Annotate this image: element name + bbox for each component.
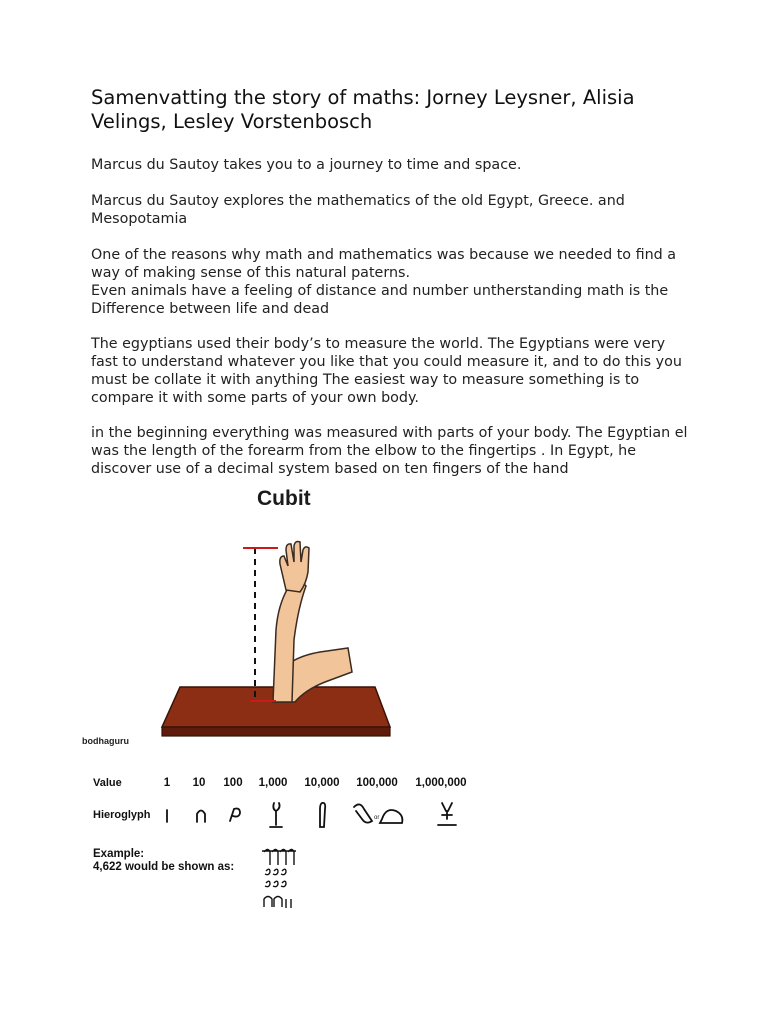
hand (280, 542, 309, 593)
glyph-finger-icon (320, 803, 325, 827)
value-10: 10 (192, 777, 206, 789)
value-100000: 100,000 (356, 777, 398, 789)
example-number-glyphs (262, 850, 296, 909)
value-1000: 1,000 (258, 777, 288, 789)
paragraph-intro: Marcus du Sautoy takes you to a journey to time and space. (91, 157, 522, 173)
paragraph-explores: Marcus du Sautoy explores the mathematics of the old Egypt, Greece. and Mesopotamia (91, 193, 625, 227)
hieroglyph-row-label: Hieroglyph (93, 809, 151, 821)
glyph-heel-bone-icon (197, 811, 205, 823)
cubit-illustration (80, 480, 490, 760)
paragraph-egyptians: The egyptians used their body’s to measure the world. The Egyptians were very fast to understand whatever you like that you could measure it, and to do this you must be collate it with anything The easiest way to measure something is to compare it with some parts of your own body. (91, 336, 682, 406)
cubit-label: Cubit (257, 487, 311, 510)
example-text: 4,622 would be shown as: (93, 861, 235, 873)
glyph-heh-icon (438, 803, 456, 825)
table-edge (162, 727, 390, 736)
value-1: 1 (163, 777, 171, 789)
glyph-tadpole-icon (354, 804, 372, 822)
paragraph-beginning: in the beginning everything was measured with parts of your body. The Egyptian el was the length of the forearm from the elbow to the fingertips . In Egypt, he discover use of a decimal system based on ten fingers of the hand (91, 425, 688, 477)
brand-logo: bodhaguru (82, 736, 129, 746)
document-title: Samenvatting the story of maths: Jorney Leysner, Alisia Velings, Lesley Vorstenbosch (91, 86, 635, 133)
glyph-coil-icon (230, 809, 240, 822)
value-row-label: Value (93, 777, 122, 789)
value-100: 100 (223, 777, 243, 789)
value-10000: 10,000 (304, 777, 340, 789)
glyph-frog-icon (380, 810, 402, 823)
paragraph-reasons: One of the reasons why math and mathematics was because we needed to find a way of making sense of this natural paterns. Even animals have a feeling of distance and number untherstanding math is the Difference between life and dead (91, 247, 677, 317)
glyph-lotus-icon (270, 803, 282, 827)
example-caption (93, 848, 234, 874)
svg-text:or: or (374, 815, 380, 821)
value-1000000: 1,000,000 (415, 777, 467, 789)
example-label: Example: (93, 848, 145, 860)
